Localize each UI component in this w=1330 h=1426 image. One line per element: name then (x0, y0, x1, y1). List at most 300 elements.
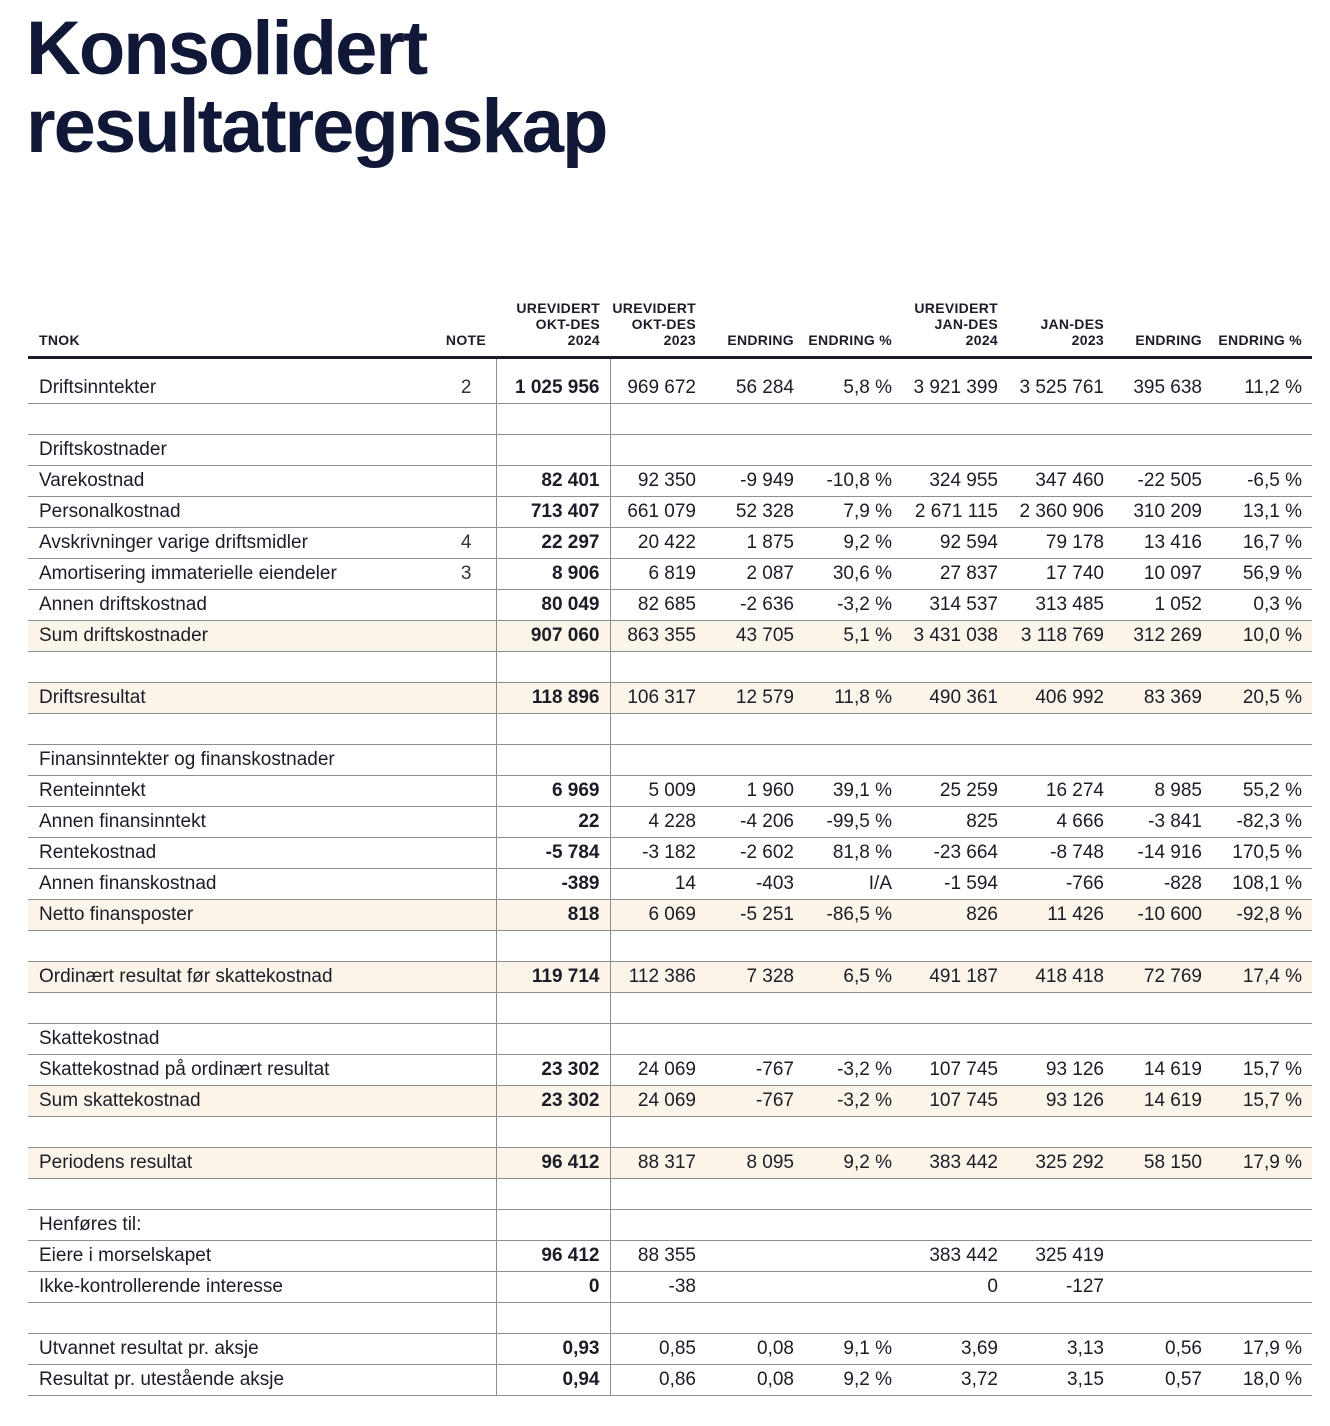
value-okt-des-2023: 88 317 (610, 1148, 706, 1179)
endring-q: 12 579 (706, 683, 804, 714)
endring-q (706, 404, 804, 435)
endring-q: 8 095 (706, 1148, 804, 1179)
row-label: Amortisering immaterielle eiendeler (28, 559, 438, 590)
endring-q (706, 1117, 804, 1148)
value-jan-des-2024: 3,69 (902, 1334, 1008, 1365)
note-cell (438, 1272, 496, 1303)
value-jan-des-2024: 383 442 (902, 1241, 1008, 1272)
endring-pct-y (1212, 745, 1312, 776)
endring-pct-y (1212, 1179, 1312, 1210)
endring-pct-q (804, 1303, 902, 1334)
endring-y: 1 052 (1114, 590, 1212, 621)
endring-pct-q: -3,2 % (804, 590, 902, 621)
note-cell: 4 (438, 528, 496, 559)
note-cell (438, 404, 496, 435)
value-jan-des-2024: 3 921 399 (902, 358, 1008, 404)
row-label: Henføres til: (28, 1210, 438, 1241)
value-jan-des-2023: 16 274 (1008, 776, 1114, 807)
endring-y: 14 619 (1114, 1086, 1212, 1117)
value-jan-des-2024 (902, 1303, 1008, 1334)
endring-y (1114, 1241, 1212, 1272)
endring-y: 0,57 (1114, 1365, 1212, 1396)
endring-pct-q: 11,8 % (804, 683, 902, 714)
endring-q: 52 328 (706, 497, 804, 528)
value-jan-des-2023 (1008, 993, 1114, 1024)
row-label: Annen driftskostnad (28, 590, 438, 621)
value-okt-des-2023: 4 228 (610, 807, 706, 838)
endring-y: 58 150 (1114, 1148, 1212, 1179)
value-okt-des-2023: 661 079 (610, 497, 706, 528)
table-row (28, 714, 1312, 745)
value-jan-des-2024 (902, 1179, 1008, 1210)
note-cell (438, 869, 496, 900)
value-okt-des-2024 (496, 404, 610, 435)
value-jan-des-2023: 2 360 906 (1008, 497, 1114, 528)
endring-q: -403 (706, 869, 804, 900)
endring-pct-y (1212, 1272, 1312, 1303)
endring-pct-q (804, 1024, 902, 1055)
value-jan-des-2023 (1008, 1303, 1114, 1334)
value-jan-des-2024: 490 361 (902, 683, 1008, 714)
value-okt-des-2023: 0,86 (610, 1365, 706, 1396)
value-jan-des-2023: 93 126 (1008, 1055, 1114, 1086)
value-okt-des-2023 (610, 404, 706, 435)
value-jan-des-2023: -127 (1008, 1272, 1114, 1303)
endring-q (706, 931, 804, 962)
endring-pct-q (804, 745, 902, 776)
value-okt-des-2024: 82 401 (496, 466, 610, 497)
column-header-jan-des-2024: UREVIDERT JAN-DES 2024 (902, 286, 1008, 358)
value-jan-des-2023 (1008, 1179, 1114, 1210)
value-jan-des-2024 (902, 404, 1008, 435)
value-jan-des-2023: 3,15 (1008, 1365, 1114, 1396)
endring-y (1114, 993, 1212, 1024)
endring-pct-y: 55,2 % (1212, 776, 1312, 807)
table-row (28, 1117, 1312, 1148)
row-label: Annen finanskostnad (28, 869, 438, 900)
value-jan-des-2024: 0 (902, 1272, 1008, 1303)
value-okt-des-2023 (610, 931, 706, 962)
value-jan-des-2023: 313 485 (1008, 590, 1114, 621)
value-jan-des-2023 (1008, 652, 1114, 683)
endring-pct-q: 9,1 % (804, 1334, 902, 1365)
endring-q (706, 1272, 804, 1303)
table-row (28, 1365, 1312, 1396)
note-cell (438, 962, 496, 993)
value-jan-des-2024: 383 442 (902, 1148, 1008, 1179)
note-cell (438, 1179, 496, 1210)
endring-y: 8 985 (1114, 776, 1212, 807)
value-okt-des-2023: 6 819 (610, 559, 706, 590)
value-okt-des-2023: 0,85 (610, 1334, 706, 1365)
endring-pct-q (804, 1210, 902, 1241)
endring-pct-q: 7,9 % (804, 497, 902, 528)
note-cell (438, 497, 496, 528)
value-okt-des-2024 (496, 993, 610, 1024)
value-jan-des-2024: 491 187 (902, 962, 1008, 993)
table-row (28, 559, 1312, 590)
value-jan-des-2024: 107 745 (902, 1086, 1008, 1117)
value-okt-des-2023: -3 182 (610, 838, 706, 869)
value-jan-des-2024: -1 594 (902, 869, 1008, 900)
endring-pct-q: 30,6 % (804, 559, 902, 590)
endring-pct-q (804, 652, 902, 683)
note-cell (438, 1117, 496, 1148)
endring-pct-q: I/A (804, 869, 902, 900)
value-jan-des-2024: 3,72 (902, 1365, 1008, 1396)
value-okt-des-2024 (496, 1024, 610, 1055)
endring-pct-y (1212, 993, 1312, 1024)
value-jan-des-2024 (902, 993, 1008, 1024)
row-label: Sum driftskostnader (28, 621, 438, 652)
table-row (28, 1272, 1312, 1303)
endring-pct-y: 11,2 % (1212, 358, 1312, 404)
value-jan-des-2023 (1008, 404, 1114, 435)
endring-pct-q: -10,8 % (804, 466, 902, 497)
row-label (28, 993, 438, 1024)
endring-pct-y: -82,3 % (1212, 807, 1312, 838)
endring-y (1114, 652, 1212, 683)
value-jan-des-2023 (1008, 714, 1114, 745)
value-jan-des-2024 (902, 435, 1008, 466)
row-label: Annen finansinntekt (28, 807, 438, 838)
endring-q (706, 1179, 804, 1210)
value-okt-des-2024: 0,94 (496, 1365, 610, 1396)
value-okt-des-2023: 14 (610, 869, 706, 900)
endring-pct-y: 18,0 % (1212, 1365, 1312, 1396)
endring-pct-q: 5,1 % (804, 621, 902, 652)
value-okt-des-2023: 24 069 (610, 1086, 706, 1117)
endring-q: 56 284 (706, 358, 804, 404)
table-row (28, 528, 1312, 559)
value-okt-des-2024: 119 714 (496, 962, 610, 993)
table-row (28, 838, 1312, 869)
value-jan-des-2024: -23 664 (902, 838, 1008, 869)
endring-pct-y: 15,7 % (1212, 1055, 1312, 1086)
note-cell (438, 1210, 496, 1241)
table-row (28, 900, 1312, 931)
value-jan-des-2024: 2 671 115 (902, 497, 1008, 528)
row-label (28, 1179, 438, 1210)
table-row (28, 404, 1312, 435)
endring-pct-y: 56,9 % (1212, 559, 1312, 590)
value-okt-des-2023: 969 672 (610, 358, 706, 404)
endring-y: 310 209 (1114, 497, 1212, 528)
note-cell (438, 1148, 496, 1179)
endring-pct-y (1212, 1303, 1312, 1334)
endring-pct-y: 0,3 % (1212, 590, 1312, 621)
row-label (28, 652, 438, 683)
value-okt-des-2023: 20 422 (610, 528, 706, 559)
note-cell (438, 838, 496, 869)
endring-y: 0,56 (1114, 1334, 1212, 1365)
endring-y: 13 416 (1114, 528, 1212, 559)
row-label: Netto finansposter (28, 900, 438, 931)
value-jan-des-2023 (1008, 1024, 1114, 1055)
value-jan-des-2023 (1008, 1117, 1114, 1148)
endring-pct-q: 6,5 % (804, 962, 902, 993)
column-header-note: NOTE (438, 286, 496, 358)
row-label: Ordinært resultat før skattekostnad (28, 962, 438, 993)
value-okt-des-2024: 0 (496, 1272, 610, 1303)
endring-y (1114, 1024, 1212, 1055)
row-label: Ikke-kontrollerende interesse (28, 1272, 438, 1303)
table-row (28, 776, 1312, 807)
note-cell (438, 1241, 496, 1272)
endring-y: -14 916 (1114, 838, 1212, 869)
endring-y: 312 269 (1114, 621, 1212, 652)
endring-y (1114, 1303, 1212, 1334)
endring-pct-y (1212, 1024, 1312, 1055)
endring-q: -767 (706, 1086, 804, 1117)
endring-q: 0,08 (706, 1365, 804, 1396)
endring-pct-y: -6,5 % (1212, 466, 1312, 497)
table-row (28, 931, 1312, 962)
note-cell (438, 466, 496, 497)
endring-pct-q: -3,2 % (804, 1086, 902, 1117)
value-jan-des-2024 (902, 1024, 1008, 1055)
column-header-okt-des-2024: UREVIDERT OKT-DES 2024 (496, 286, 610, 358)
row-label: Eiere i morselskapet (28, 1241, 438, 1272)
value-okt-des-2024 (496, 1210, 610, 1241)
value-okt-des-2024: -5 784 (496, 838, 610, 869)
endring-pct-y (1212, 1210, 1312, 1241)
note-cell: 2 (438, 358, 496, 404)
endring-y (1114, 1179, 1212, 1210)
table-row (28, 358, 1312, 404)
endring-pct-q (804, 714, 902, 745)
value-jan-des-2023: 3,13 (1008, 1334, 1114, 1365)
endring-pct-y: -92,8 % (1212, 900, 1312, 931)
value-jan-des-2024 (902, 1117, 1008, 1148)
endring-pct-y (1212, 931, 1312, 962)
row-label: Skattekostnad på ordinært resultat (28, 1055, 438, 1086)
value-okt-des-2024 (496, 714, 610, 745)
value-jan-des-2024: 27 837 (902, 559, 1008, 590)
note-cell (438, 745, 496, 776)
table-row (28, 652, 1312, 683)
value-jan-des-2024: 3 431 038 (902, 621, 1008, 652)
endring-pct-y: 15,7 % (1212, 1086, 1312, 1117)
column-header-endring-pct-y: ENDRING % (1212, 286, 1312, 358)
value-okt-des-2023 (610, 1024, 706, 1055)
table-row (28, 683, 1312, 714)
note-cell (438, 652, 496, 683)
page-title-line-1: Konsolidert (26, 6, 427, 91)
table-row (28, 962, 1312, 993)
endring-y: 10 097 (1114, 559, 1212, 590)
endring-pct-q: -99,5 % (804, 807, 902, 838)
page-title-line-2: resultatregnskap (26, 84, 607, 169)
value-jan-des-2023: 325 292 (1008, 1148, 1114, 1179)
value-okt-des-2023 (610, 1210, 706, 1241)
value-okt-des-2024: 907 060 (496, 621, 610, 652)
endring-q: 7 328 (706, 962, 804, 993)
note-cell (438, 683, 496, 714)
endring-pct-y: 20,5 % (1212, 683, 1312, 714)
value-okt-des-2023: 5 009 (610, 776, 706, 807)
row-label: Utvannet resultat pr. aksje (28, 1334, 438, 1365)
endring-pct-q (804, 404, 902, 435)
note-cell (438, 1024, 496, 1055)
table-row (28, 745, 1312, 776)
endring-pct-y: 17,9 % (1212, 1334, 1312, 1365)
endring-y (1114, 1272, 1212, 1303)
endring-y (1114, 404, 1212, 435)
table-row (28, 1024, 1312, 1055)
value-jan-des-2023: 406 992 (1008, 683, 1114, 714)
value-okt-des-2024: 8 906 (496, 559, 610, 590)
endring-pct-y: 17,9 % (1212, 1148, 1312, 1179)
value-jan-des-2024 (902, 1210, 1008, 1241)
row-label (28, 714, 438, 745)
value-jan-des-2023: 3 118 769 (1008, 621, 1114, 652)
endring-q: 1 960 (706, 776, 804, 807)
value-jan-des-2024: 825 (902, 807, 1008, 838)
value-okt-des-2023 (610, 1303, 706, 1334)
table-row (28, 435, 1312, 466)
endring-pct-q (804, 1179, 902, 1210)
endring-pct-q (804, 931, 902, 962)
value-okt-des-2023: 6 069 (610, 900, 706, 931)
value-okt-des-2023 (610, 1179, 706, 1210)
endring-q: 43 705 (706, 621, 804, 652)
endring-pct-q (804, 1272, 902, 1303)
note-cell (438, 1334, 496, 1365)
endring-y (1114, 931, 1212, 962)
table-header-row (28, 286, 1312, 358)
table-row (28, 1210, 1312, 1241)
table-row (28, 590, 1312, 621)
endring-q (706, 993, 804, 1024)
value-jan-des-2023: 79 178 (1008, 528, 1114, 559)
row-label: Driftskostnader (28, 435, 438, 466)
value-okt-des-2023 (610, 993, 706, 1024)
value-okt-des-2024 (496, 652, 610, 683)
endring-q (706, 1024, 804, 1055)
value-jan-des-2023: -8 748 (1008, 838, 1114, 869)
endring-y: 83 369 (1114, 683, 1212, 714)
row-label: Finansinntekter og finanskostnader (28, 745, 438, 776)
page-title (26, 6, 607, 169)
row-label: Skattekostnad (28, 1024, 438, 1055)
row-label: Varekostnad (28, 466, 438, 497)
endring-y: -22 505 (1114, 466, 1212, 497)
value-okt-des-2024: 23 302 (496, 1086, 610, 1117)
row-label: Driftsresultat (28, 683, 438, 714)
endring-pct-q (804, 993, 902, 1024)
table-row (28, 466, 1312, 497)
endring-pct-q: -86,5 % (804, 900, 902, 931)
value-okt-des-2023 (610, 652, 706, 683)
endring-pct-y: 16,7 % (1212, 528, 1312, 559)
endring-q (706, 745, 804, 776)
row-label: Sum skattekostnad (28, 1086, 438, 1117)
row-label: Rentekostnad (28, 838, 438, 869)
note-cell (438, 900, 496, 931)
value-jan-des-2024: 324 955 (902, 466, 1008, 497)
value-jan-des-2024: 25 259 (902, 776, 1008, 807)
endring-q (706, 435, 804, 466)
value-okt-des-2023 (610, 745, 706, 776)
table-row (28, 621, 1312, 652)
endring-pct-y (1212, 435, 1312, 466)
endring-q (706, 1210, 804, 1241)
note-cell (438, 807, 496, 838)
endring-pct-q: 9,2 % (804, 1148, 902, 1179)
endring-y (1114, 1117, 1212, 1148)
value-jan-des-2024 (902, 931, 1008, 962)
value-jan-des-2024 (902, 652, 1008, 683)
endring-q: -2 636 (706, 590, 804, 621)
value-okt-des-2024: 6 969 (496, 776, 610, 807)
endring-y: -10 600 (1114, 900, 1212, 931)
endring-q (706, 652, 804, 683)
note-cell (438, 993, 496, 1024)
note-cell (438, 1055, 496, 1086)
value-okt-des-2024: 1 025 956 (496, 358, 610, 404)
column-header-tnok: TNOK (28, 286, 438, 358)
endring-pct-q: 81,8 % (804, 838, 902, 869)
value-jan-des-2023: 4 666 (1008, 807, 1114, 838)
column-header-endring-y: ENDRING (1114, 286, 1212, 358)
endring-pct-y (1212, 1117, 1312, 1148)
value-jan-des-2023: 3 525 761 (1008, 358, 1114, 404)
endring-pct-y (1212, 714, 1312, 745)
endring-y (1114, 1210, 1212, 1241)
table-row (28, 1303, 1312, 1334)
endring-q: -767 (706, 1055, 804, 1086)
endring-y: 395 638 (1114, 358, 1212, 404)
row-label: Driftsinntekter (28, 358, 438, 404)
row-label: Periodens resultat (28, 1148, 438, 1179)
value-okt-des-2024 (496, 1117, 610, 1148)
endring-q: 0,08 (706, 1334, 804, 1365)
value-okt-des-2024: -389 (496, 869, 610, 900)
value-okt-des-2024 (496, 745, 610, 776)
table-row (28, 807, 1312, 838)
row-label: Personalkostnad (28, 497, 438, 528)
value-okt-des-2024: 118 896 (496, 683, 610, 714)
column-header-okt-des-2023: UREVIDERT OKT-DES 2023 (610, 286, 706, 358)
endring-q: -2 602 (706, 838, 804, 869)
value-okt-des-2023 (610, 1117, 706, 1148)
value-okt-des-2023: 88 355 (610, 1241, 706, 1272)
row-label: Resultat pr. utestående aksje (28, 1365, 438, 1396)
note-cell (438, 776, 496, 807)
value-okt-des-2024: 713 407 (496, 497, 610, 528)
endring-pct-y (1212, 652, 1312, 683)
endring-y: -3 841 (1114, 807, 1212, 838)
value-jan-des-2023: 17 740 (1008, 559, 1114, 590)
value-okt-des-2023 (610, 435, 706, 466)
endring-pct-y: 108,1 % (1212, 869, 1312, 900)
row-label (28, 1303, 438, 1334)
note-cell (438, 590, 496, 621)
row-label: Avskrivninger varige driftsmidler (28, 528, 438, 559)
value-okt-des-2023: 112 386 (610, 962, 706, 993)
endring-pct-q (804, 1117, 902, 1148)
row-label (28, 404, 438, 435)
endring-pct-y: 10,0 % (1212, 621, 1312, 652)
value-jan-des-2023: 11 426 (1008, 900, 1114, 931)
note-cell: 3 (438, 559, 496, 590)
value-jan-des-2023: 347 460 (1008, 466, 1114, 497)
value-okt-des-2023: 82 685 (610, 590, 706, 621)
endring-q (706, 714, 804, 745)
column-header-endring-q: ENDRING (706, 286, 804, 358)
endring-pct-y: 13,1 % (1212, 497, 1312, 528)
